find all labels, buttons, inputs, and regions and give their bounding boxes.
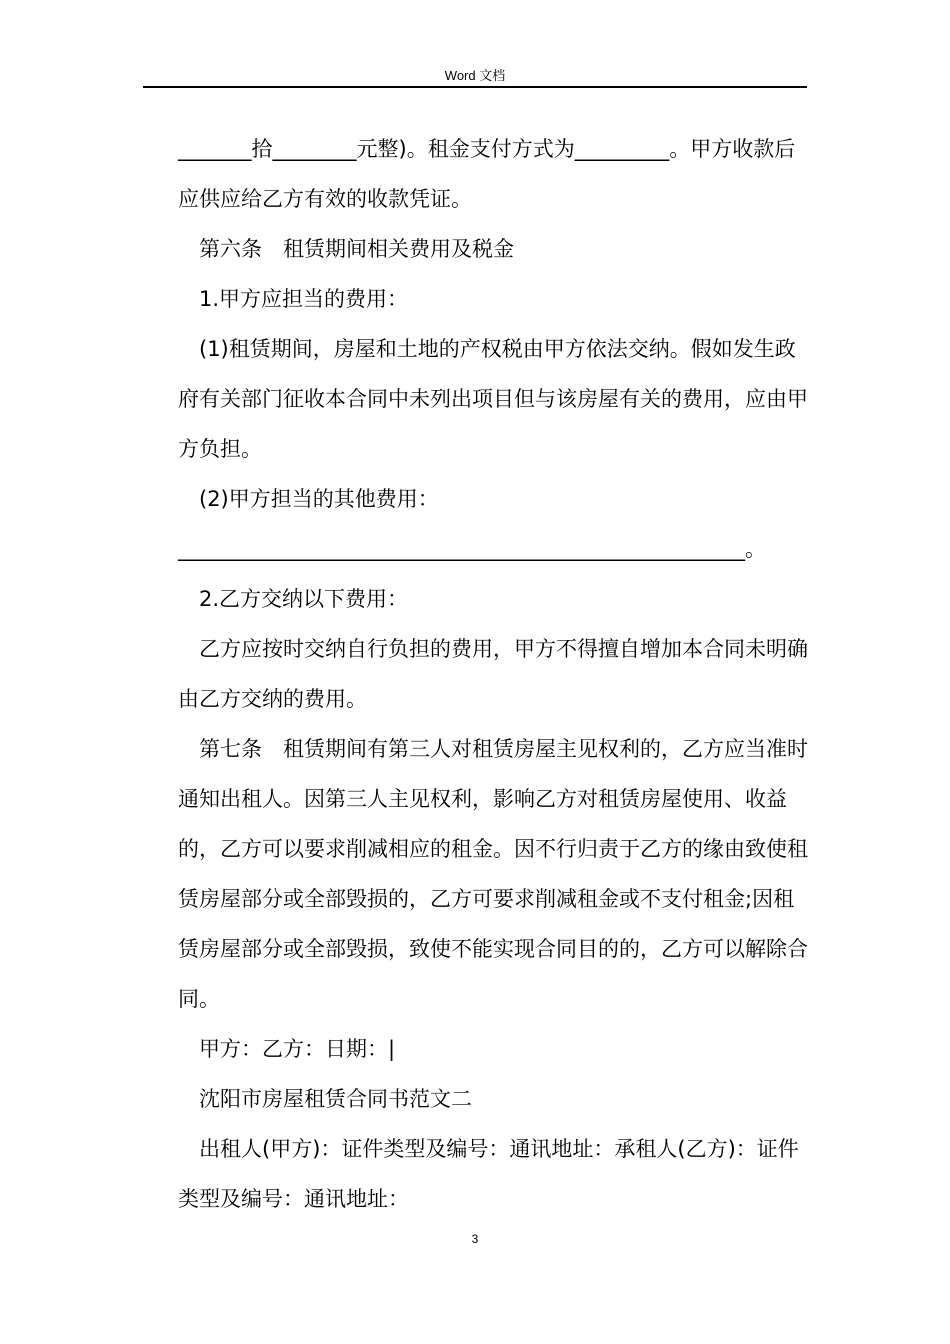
- paragraph-clause-1: (1)租赁期间，房屋和土地的产权税由甲方依法交纳。假如发生政府有关部门征收本合同中未列出项目但与该房屋有关的费用，应由甲方负担。: [178, 337, 808, 461]
- section-1-heading: 1.甲方应担当的费用：: [199, 287, 409, 311]
- contract-title-2: 沈阳市房屋租赁合同书范文二: [199, 1087, 472, 1111]
- article-6-heading: 第六条 租赁期间相关费用及税金: [199, 237, 514, 261]
- header-divider: [143, 86, 807, 88]
- document-body: [178, 124, 808, 1224]
- paragraph-clause-2: (2)甲方担当的其他费用：______________________________________________________。: [178, 487, 766, 561]
- parties-paragraph: 出租人(甲方)：证件类型及编号：通讯地址：承租人(乙方)：证件类型及编号：通讯地址：: [178, 1137, 799, 1211]
- paragraph-rent-payment: _______拾________元整)。租金支付方式为_________。甲方收款后应供应给乙方有效的收款凭证。: [178, 137, 796, 211]
- signature-line: 甲方：乙方：日期：|: [199, 1037, 396, 1061]
- page-number: 3: [471, 1232, 479, 1246]
- article-7-paragraph: 第七条 租赁期间有第三人对租赁房屋主见权利的，乙方应当准时通知出租人。因第三人主见权利，影响乙方对租赁房屋使用、收益的，乙方可以要求削减相应的租金。因不行归责于乙方的缘由致使租赁房屋部分或全部毁损的，乙方可要求削减租金或不支付租金;因租赁房屋部分或全部毁损，致使不能实现合同目的的，乙方可以解除合同。: [178, 737, 808, 1011]
- page-header: Word 文档: [444, 68, 506, 83]
- section-2-heading: 2.乙方交纳以下费用：: [199, 587, 409, 611]
- paragraph-tenant-fees: 乙方应按时交纳自行负担的费用，甲方不得擅自增加本合同未明确由乙方交纳的费用。: [178, 637, 808, 711]
